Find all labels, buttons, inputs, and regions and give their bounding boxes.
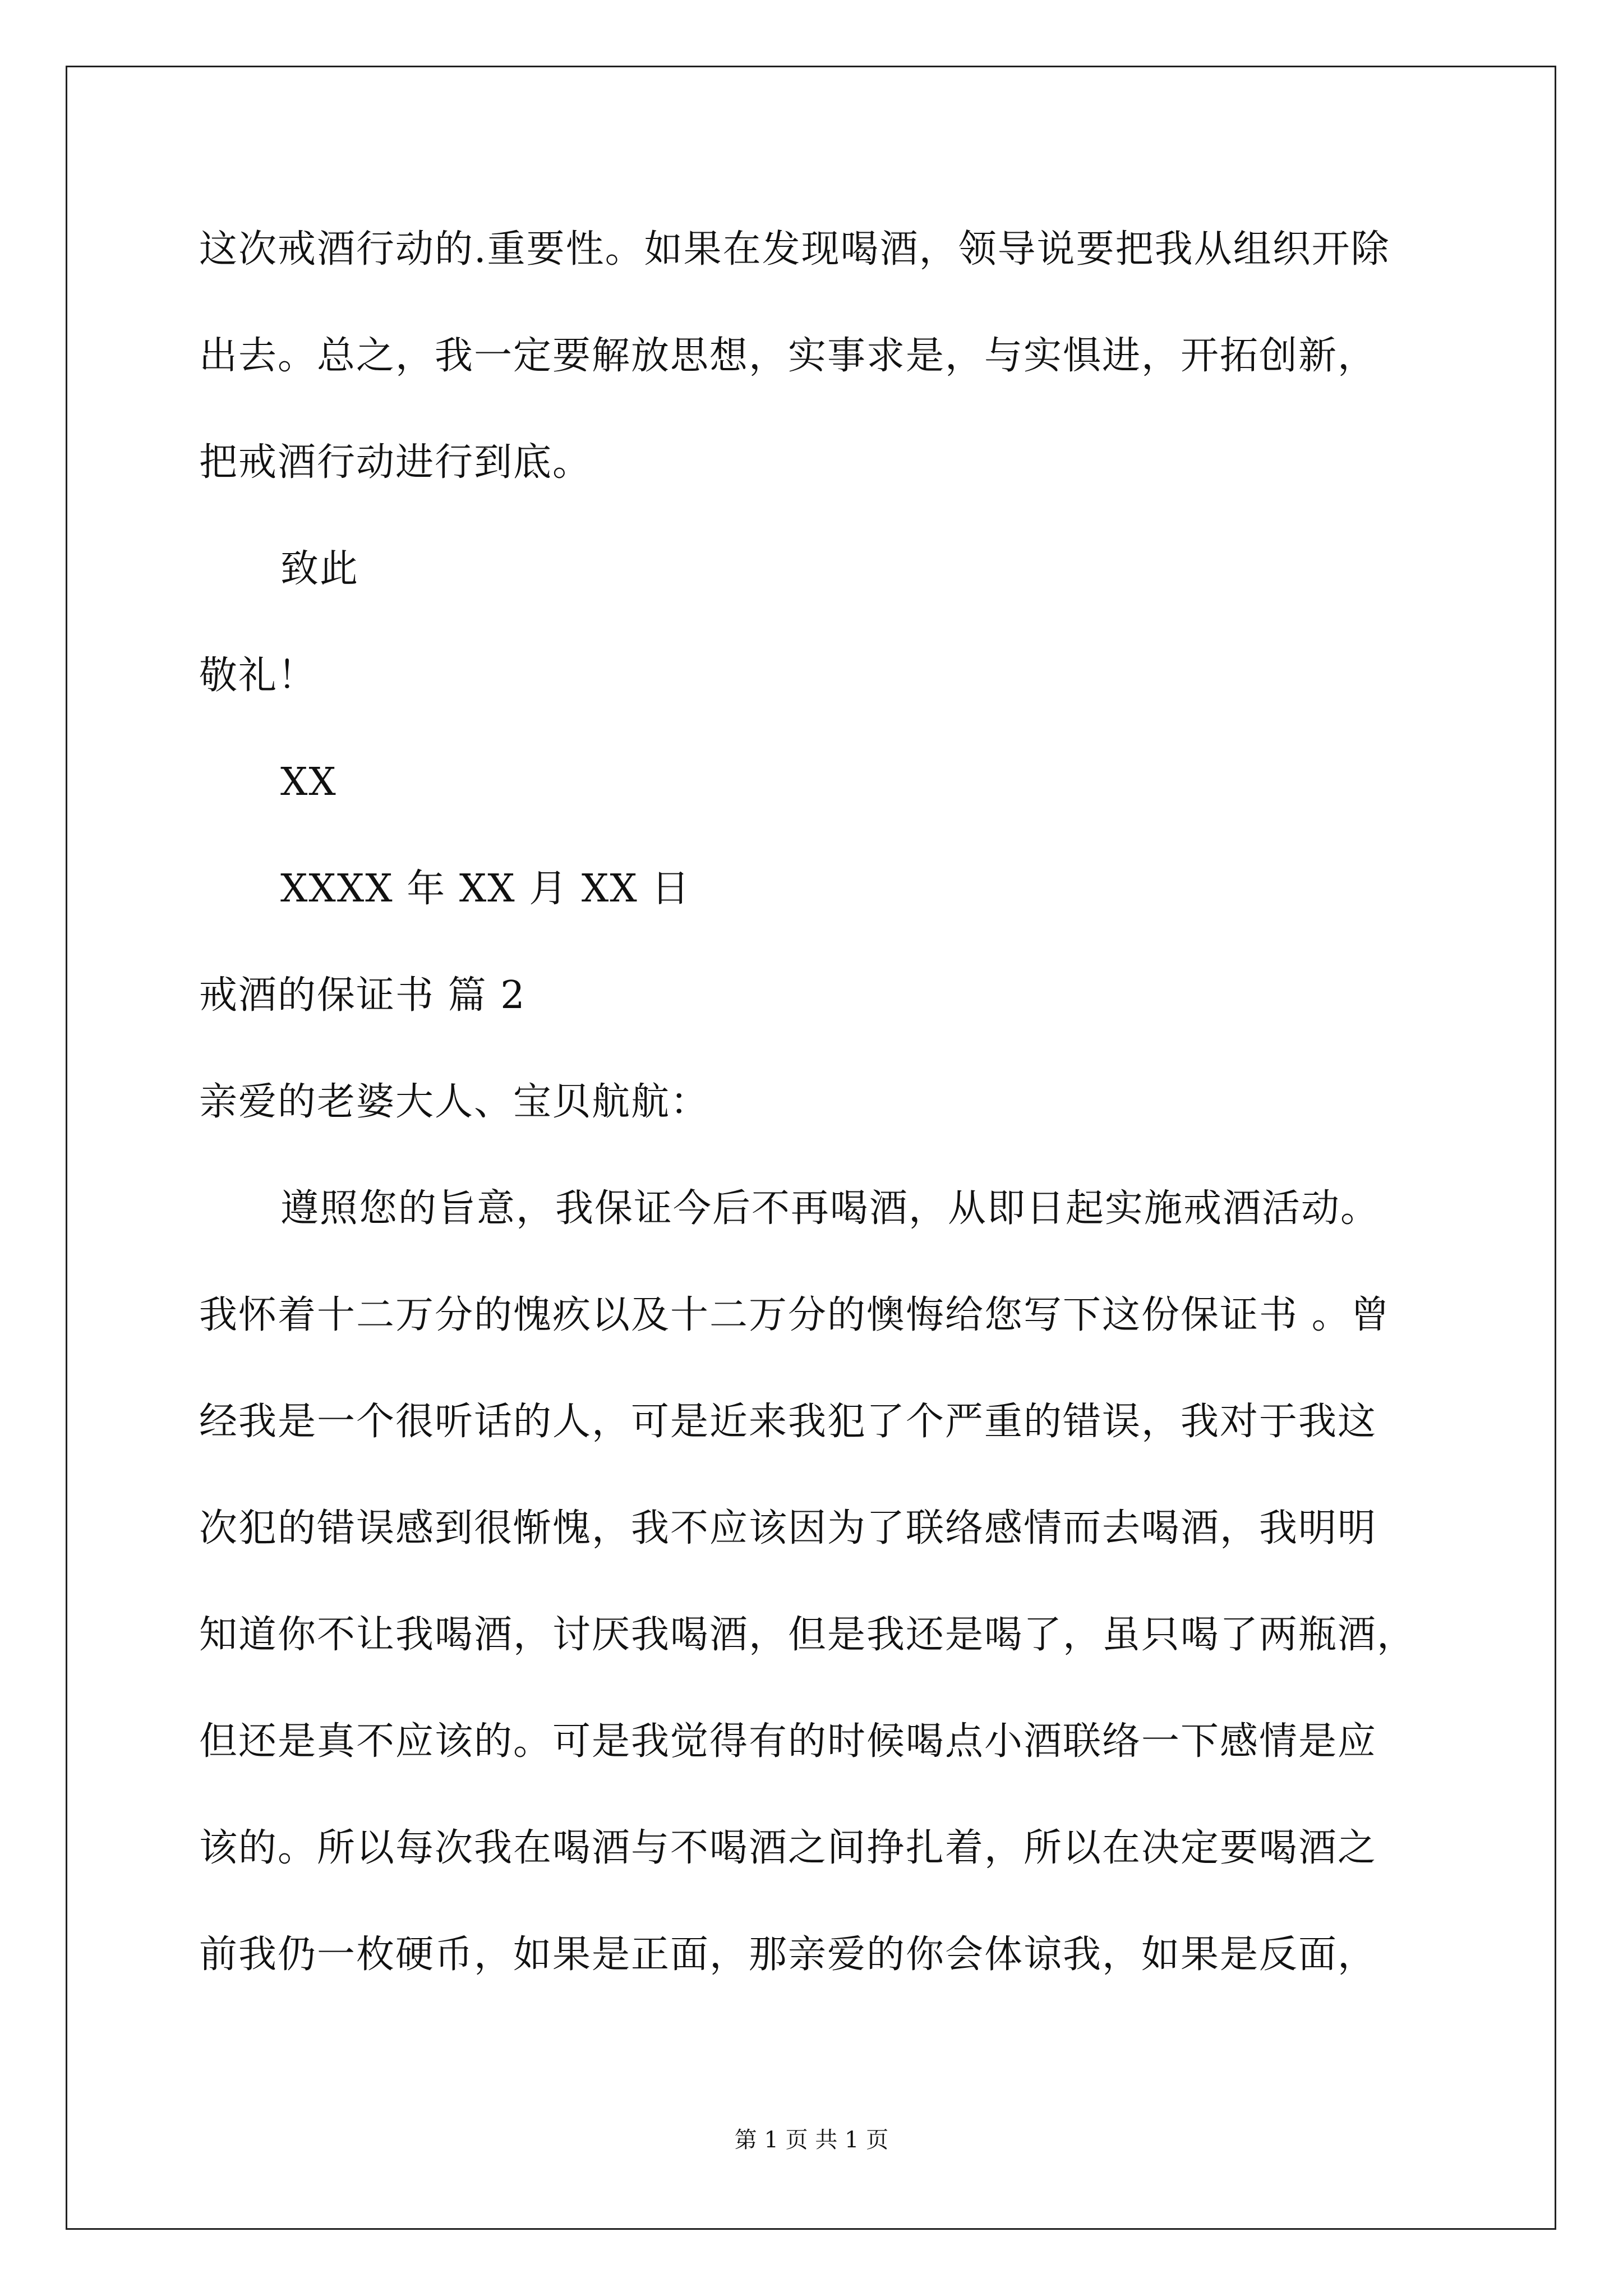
closing-phrase: 致此: [280, 547, 359, 591]
greeting: 亲爱的老婆大人、宝贝航航：: [199, 1080, 710, 1124]
text-line-17: 前我仍一枚硬币，如果是正面，那亲爱的你会体谅我，如果是反面，: [199, 1932, 1377, 1977]
text-line-13: 次犯的错误感到很惭愧，我不应该因为了联络感情而去喝酒，我明明: [199, 1506, 1377, 1550]
page-border: [66, 66, 1556, 2230]
text-line-3: 把戒酒行动进行到底。: [199, 440, 592, 485]
text-line-14: 知道你不让我喝酒，讨厌我喝酒，但是我还是喝了，虽只喝了两瓶酒，: [199, 1613, 1417, 1657]
page-footer: 第 1 页 共 1 页: [734, 2127, 889, 2153]
signature-name: XX: [280, 760, 337, 804]
text-line-15: 但还是真不应该的。可是我觉得有的时候喝点小酒联络一下感情是应: [199, 1719, 1377, 1764]
signature-date: XXXX 年 XX 月 XX 日: [280, 867, 691, 911]
text-line-10: 遵照您的旨意，我保证今后不再喝酒，从即日起实施戒酒活动。: [280, 1186, 1380, 1231]
text-line-11: 我怀着十二万分的愧疚以及十二万分的懊悔给您写下这份保证书 。曾: [199, 1293, 1390, 1337]
text-line-12: 经我是一个很听话的人，可是近来我犯了个严重的错误，我对于我这: [199, 1400, 1377, 1444]
salutation: 敬礼！: [199, 654, 317, 698]
text-line-1: 这次戒酒行动的.重要性。如果在发现喝酒，领导说要把我从组织开除: [199, 227, 1390, 272]
text-line-16: 该的。所以每次我在喝酒与不喝酒之间挣扎着，所以在决定要喝酒之: [199, 1826, 1377, 1870]
text-line-2: 出去。总之，我一定要解放思想，实事求是，与实惧进，开拓创新，: [199, 334, 1377, 378]
section-heading: 戒酒的保证书 篇 2: [199, 973, 526, 1018]
